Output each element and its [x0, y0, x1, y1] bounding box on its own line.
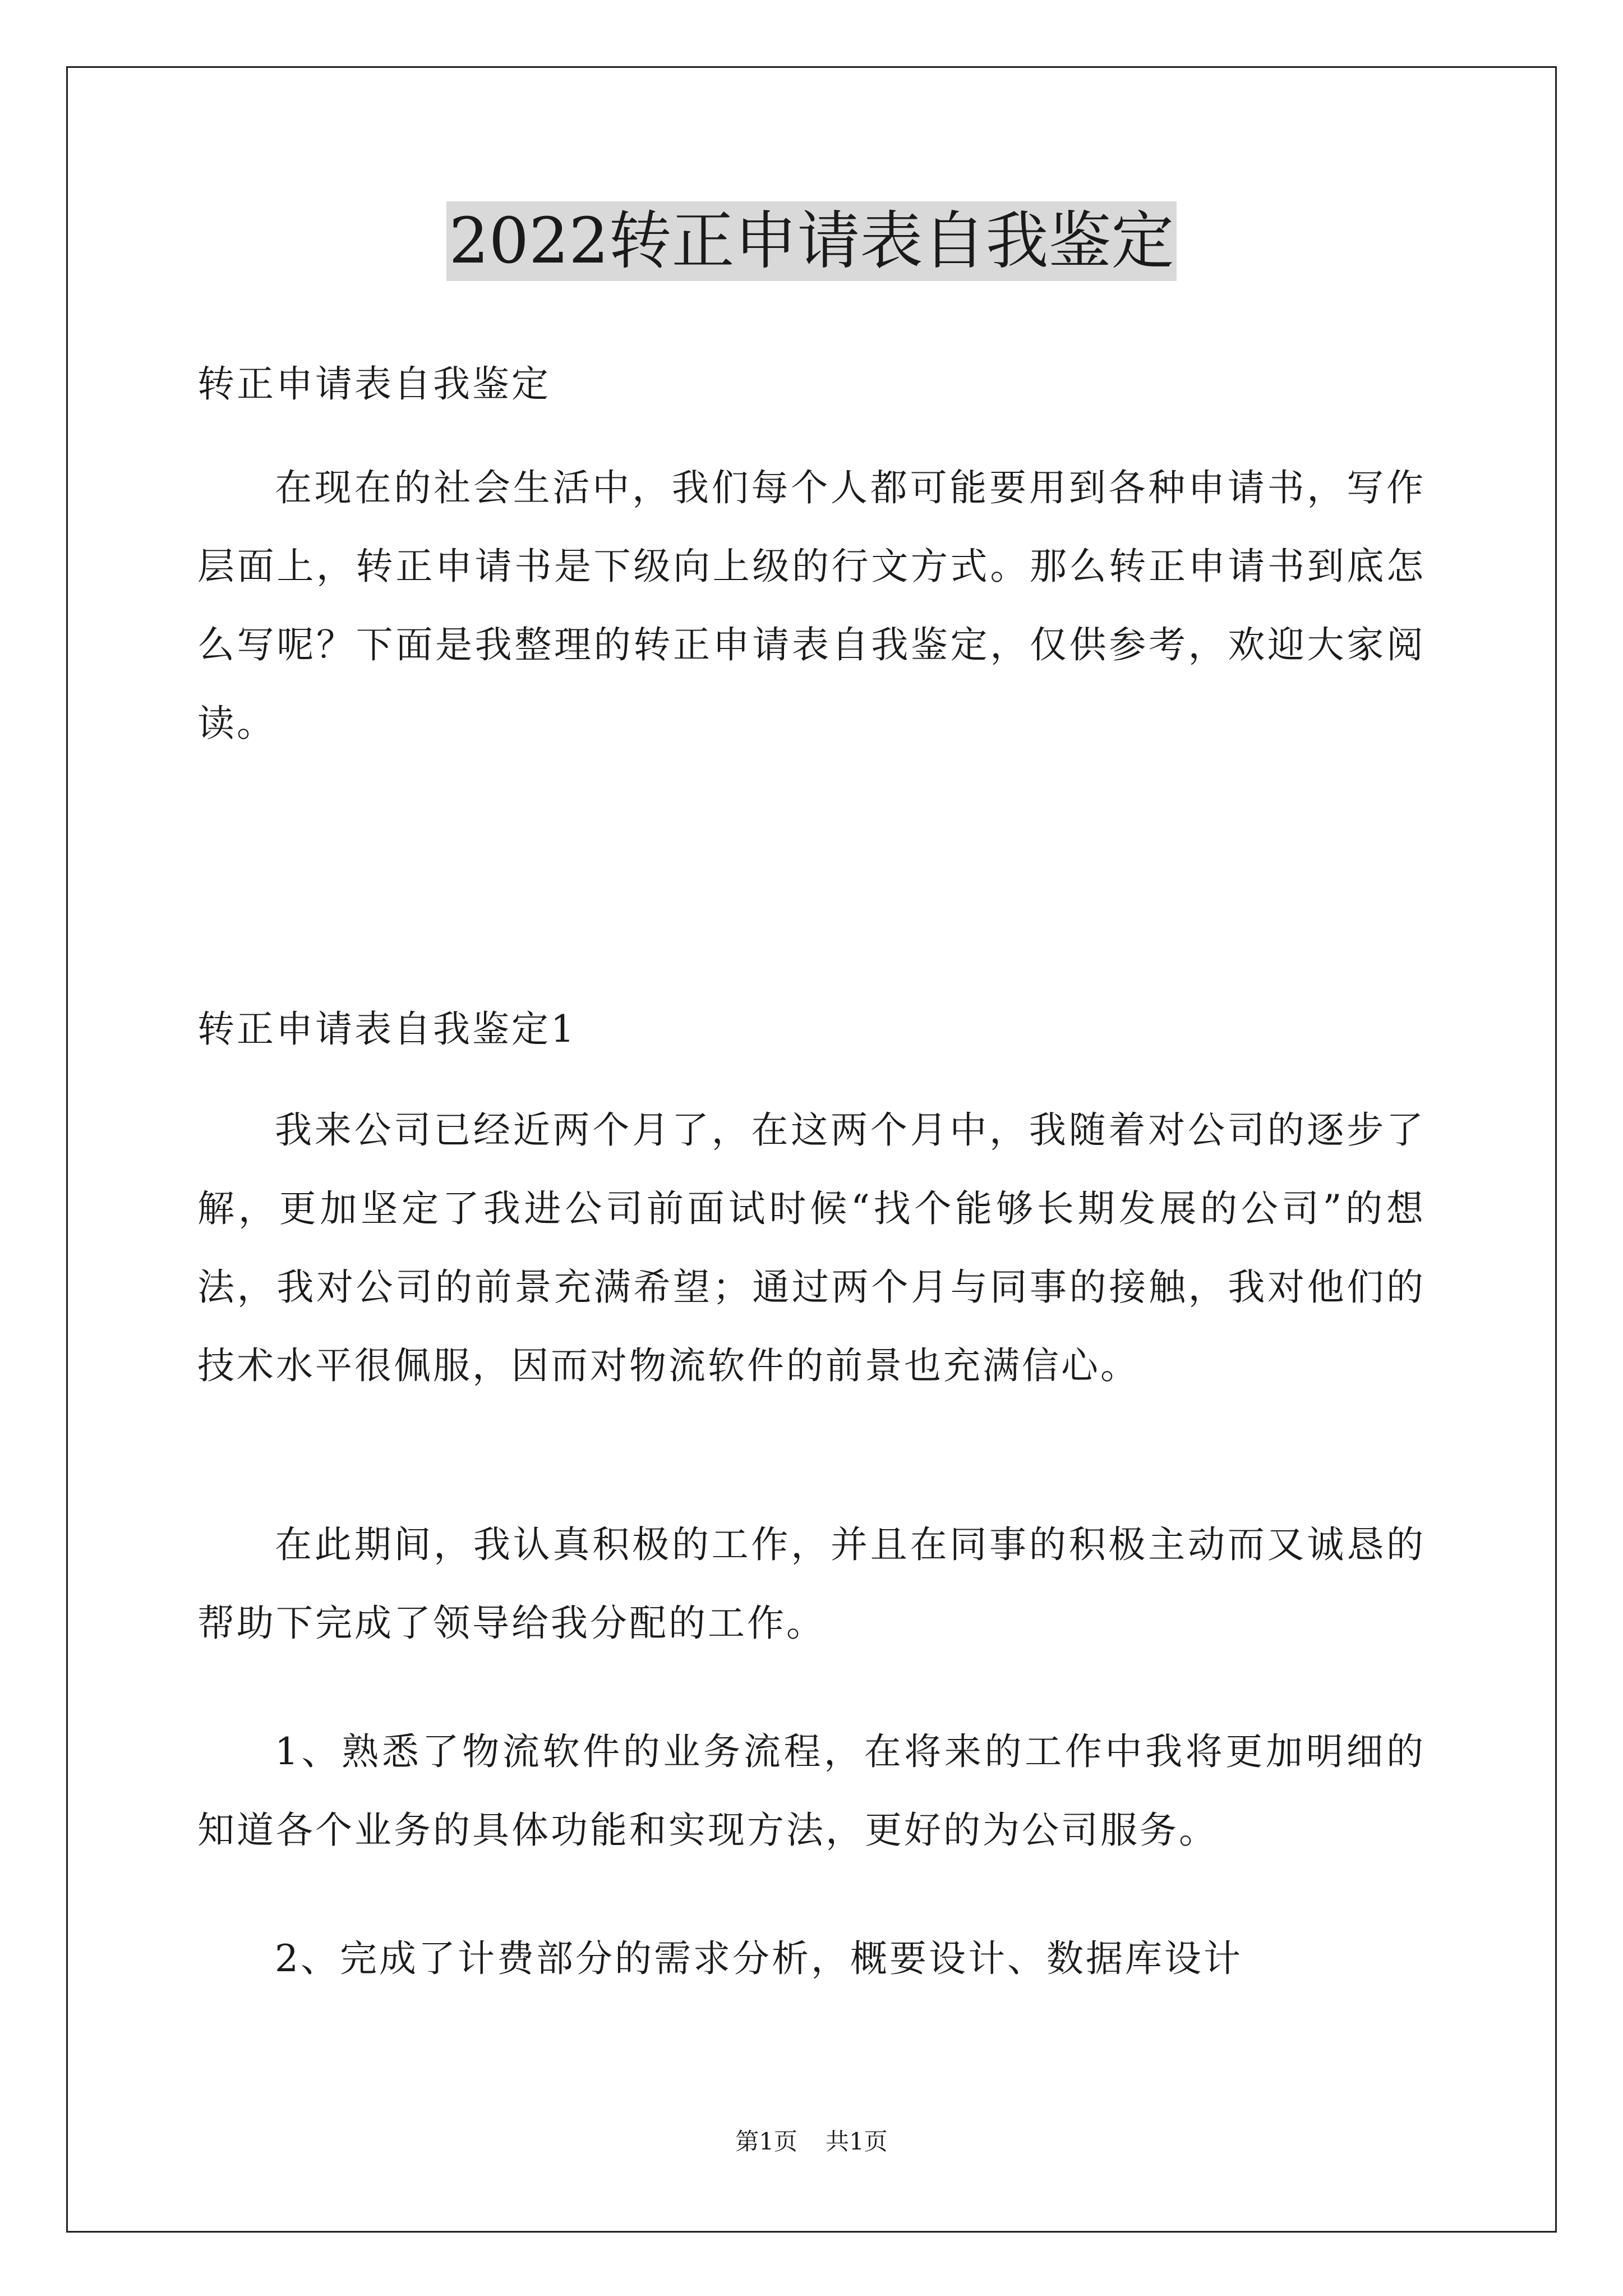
section-heading-1: 转正申请表自我鉴定1: [197, 1007, 577, 1051]
page-number: 第1页: [735, 2128, 797, 2155]
body-paragraph-2: 在此期间，我认真积极的工作，并且在同事的积极主动而又诚恳的帮助下完成了领导给我分配的工作。: [197, 1523, 1426, 1645]
body-paragraph-1: 我来公司已经近两个月了，在这两个月中，我随着对公司的逐步了解，更加坚定了我进公司前面试时候“找个能够长期发展的公司”的想法，我对公司的前景充满希望；通过两个月与同事的接触，我对他们的技术水平很佩服，因而对物流软件的前景也充满信心。: [197, 1108, 1426, 1387]
body-paragraph-4: 2、完成了计费部分的需求分析，概要设计、数据库设计: [275, 1937, 1243, 1980]
intro-paragraph: 在现在的社会生活中，我们每个人都可能要用到各种申请书，写作层面上，转正申请书是下级向上级的行文方式。那么转正申请书到底怎么写呢？下面是我整理的转正申请表自我鉴定，仅供参考，欢迎大家阅读。: [197, 466, 1426, 745]
document-title-text: 2022转正申请表自我鉴定: [446, 201, 1176, 281]
section-heading: 转正申请表自我鉴定: [197, 362, 551, 406]
page-total: 共1页: [826, 2128, 888, 2155]
document-title: [0, 202, 1623, 280]
body-paragraph-3: 1、熟悉了物流软件的业务流程，在将来的工作中我将更加明细的知道各个业务的具体功能和实现方法，更好的为公司服务。: [197, 1730, 1426, 1852]
page-footer: [0, 2125, 1623, 2159]
